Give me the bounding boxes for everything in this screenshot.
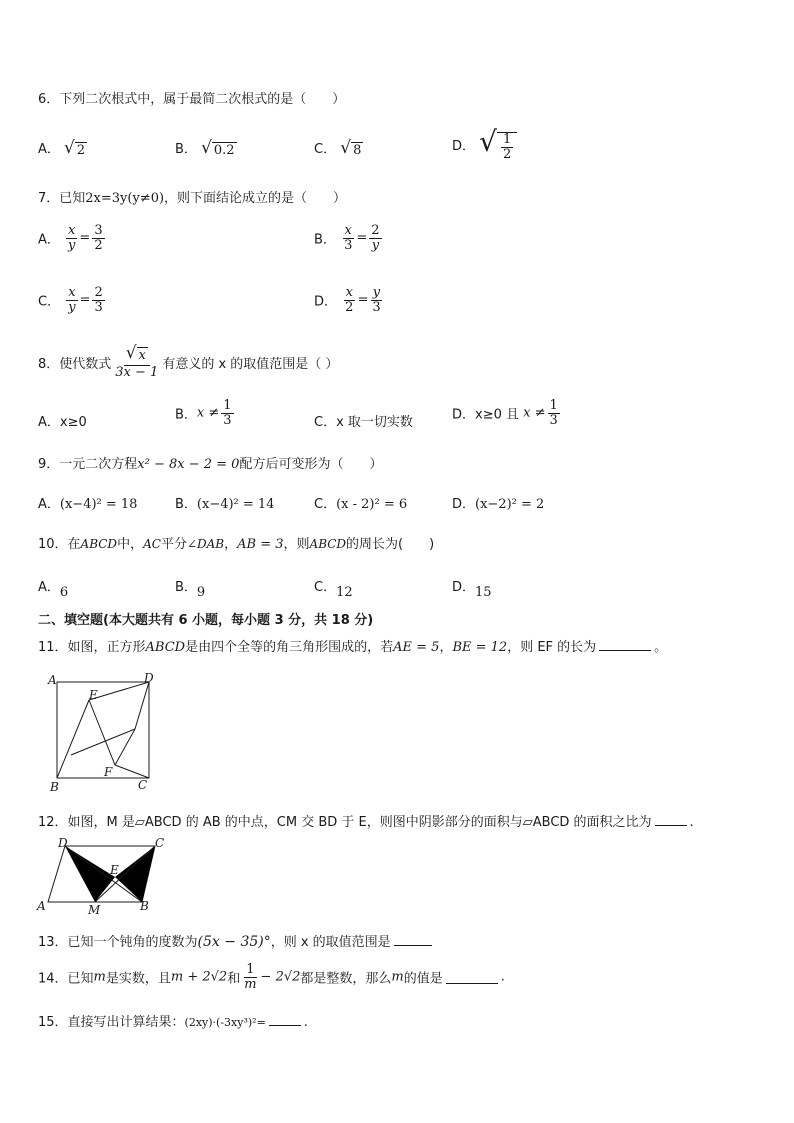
q14-fraction-den: m xyxy=(244,976,257,992)
q9-option-d xyxy=(452,493,544,512)
q9-option-c-text: (x - 2)² = 6 xyxy=(336,497,408,512)
q10-p1: 10．在 xyxy=(38,537,81,552)
q9-option-c-label: C． xyxy=(314,497,337,512)
q8-option-d xyxy=(452,399,562,427)
label-d: D xyxy=(144,672,154,685)
label-f: F xyxy=(104,765,113,779)
q7-option-d-left-num: x xyxy=(345,285,353,300)
shaded-triangle-left xyxy=(65,846,115,902)
q7-option-b-left-den: 3 xyxy=(344,237,353,253)
square-outline xyxy=(57,682,149,778)
q7-option-d-right-den: 3 xyxy=(372,299,381,315)
q7-option-c-right-den: 3 xyxy=(94,299,103,315)
q10-option-b-value: 9 xyxy=(196,585,206,600)
triangle-edge xyxy=(71,729,135,755)
q8-option-d-text2: x ≠ xyxy=(523,405,546,421)
q7-condition: 2x=3y(y≠0) xyxy=(85,191,165,206)
q14-p3: 和 xyxy=(227,971,241,987)
q6-option-d xyxy=(452,125,517,162)
q15-answer-blank xyxy=(269,1012,301,1026)
q11-p2: 是由四个全等的角三角形围成的，若 xyxy=(185,640,394,655)
q12-answer-blank xyxy=(655,812,687,826)
q10-option-b-label: B． xyxy=(175,580,197,595)
q10-option-a xyxy=(38,576,69,600)
q10-p2: 中， xyxy=(117,537,144,552)
q10-shape1: ABCD xyxy=(80,537,118,551)
label-b: B xyxy=(140,899,149,913)
q11-be: BE = 12 xyxy=(452,640,508,655)
label-d: D xyxy=(58,836,68,850)
q7-option-c-left-den: y xyxy=(68,299,76,315)
q10-ab: AB = 3 xyxy=(237,537,284,552)
q7-option-b-right-num: 2 xyxy=(371,223,380,238)
q6-option-c-label: C． xyxy=(314,142,337,157)
q6-option-b-radicand: 0.2 xyxy=(213,142,235,158)
q13-answer-blank xyxy=(394,932,432,946)
label-m: M xyxy=(88,903,101,916)
q6-option-d-label: D． xyxy=(452,139,476,155)
q7-option-d: D． $\frac{x}{2}$ = $\frac{y}{3}$ xyxy=(314,285,381,315)
q6-option-a-label: A． xyxy=(38,142,60,157)
q9-equation: x² − 8x − 2 = 0 xyxy=(137,457,240,472)
label-c: C xyxy=(155,836,165,850)
triangle-edge xyxy=(57,700,89,778)
q9-option-d-label: D． xyxy=(452,497,476,512)
q9-option-a-label: A． xyxy=(38,497,60,512)
q14-p5: 的值是 xyxy=(403,971,443,987)
q7-option-a-label: A． xyxy=(38,232,60,248)
q8-option-c xyxy=(314,411,413,430)
q9-option-b xyxy=(175,493,274,512)
q7-option-d-left-den: 2 xyxy=(345,299,354,315)
q7-option-b-label: B． xyxy=(314,232,336,248)
q11-figure-square xyxy=(46,672,162,794)
q7-option-a-left-num: x xyxy=(68,223,76,238)
q6-option-d-numerator: 1 xyxy=(503,132,512,147)
q8-option-d-text: x≥0 且 xyxy=(475,407,520,423)
sqrt-symbol: √ $\frac{1}{2}$ xyxy=(479,128,517,161)
q7-option-c-label: C． xyxy=(38,294,61,310)
q10-p6: 的周长为( ) xyxy=(346,537,435,552)
q12-figure-parallelogram xyxy=(34,836,170,916)
q14-m1: m xyxy=(93,969,106,985)
q14-end: . xyxy=(500,969,505,985)
q6-option-c-radicand: 8 xyxy=(353,142,362,158)
triangle-edge xyxy=(89,682,149,700)
q7-option-a: A． $\frac{x}{y}$ = $\frac{3}{2}$ xyxy=(38,223,103,253)
q8-denominator: 3x − 1 xyxy=(115,364,159,380)
sqrt-symbol: √ 8 xyxy=(340,137,362,158)
q8-option-b-num: 1 xyxy=(223,398,232,413)
q9-prefix: 9．一元二次方程 xyxy=(38,457,138,472)
q7-stem xyxy=(38,187,346,206)
q13-stem xyxy=(38,931,435,950)
q6-option-b xyxy=(175,138,237,159)
q8-option-d-den: 3 xyxy=(549,412,558,428)
q13-p1: 13．已知一个钝角的度数为 xyxy=(38,935,198,950)
q10-option-c-value: 12 xyxy=(336,585,353,600)
q7-option-a-right-den: 2 xyxy=(94,237,103,253)
q14-expr2: − 2√2 xyxy=(260,969,301,985)
q6-option-b-label: B． xyxy=(175,142,197,157)
section-title: 二、填空题(本大题共有 6 小题，每小题 3 分，共 18 分) xyxy=(38,613,374,628)
q7-prefix: 7．已知 xyxy=(38,191,86,206)
q6-stem: 6．下列二次根式中，属于最简二次根式的是（ ） xyxy=(38,92,346,107)
q8-option-b xyxy=(175,399,236,427)
q7-option-c: C． $\frac{x}{y}$ = $\frac{2}{3}$ xyxy=(38,285,103,315)
q8-option-a xyxy=(38,411,87,430)
q11-stem xyxy=(38,636,667,655)
q7-option-b-right-den: y xyxy=(371,237,380,253)
q8-option-d-num: 1 xyxy=(549,398,558,413)
label-a: A xyxy=(37,899,46,913)
triangle-edge xyxy=(115,765,149,778)
q7-option-c-right-num: 2 xyxy=(94,285,103,300)
triangle-edge xyxy=(135,682,149,729)
triangle-edge xyxy=(89,700,115,765)
label-e: E xyxy=(110,863,119,877)
q10-option-b xyxy=(175,576,206,600)
q8-option-c-text: x 取一切实数 xyxy=(336,415,413,430)
q9-option-b-label: B． xyxy=(175,497,197,512)
q10-angle: ∠DAB xyxy=(186,537,225,551)
q7-option-d-right-num: y xyxy=(372,285,381,300)
q10-option-c-label: C． xyxy=(314,580,337,595)
q7-option-a-left-den: y xyxy=(68,237,76,253)
q14-fraction-num: 1 xyxy=(246,962,255,977)
q14-expr1: m + 2√2 xyxy=(170,969,228,985)
q14-stem xyxy=(38,963,505,991)
q8-option-a-label: A． xyxy=(38,415,60,430)
q10-option-d-value: 15 xyxy=(475,585,492,600)
q8-option-c-label: C． xyxy=(314,415,337,430)
q10-stem xyxy=(38,533,434,552)
q15-p1: 15．直接写出计算结果： xyxy=(38,1015,185,1030)
q12-stem xyxy=(38,811,694,830)
q14-answer-blank xyxy=(446,970,498,984)
q9-stem xyxy=(38,453,382,472)
q11-p5: 。 xyxy=(654,640,668,655)
q8-stem: 8．使代数式 √ x 3x − 1 有意义的 x 的取值范围是（ ） xyxy=(38,343,339,380)
q15-stem xyxy=(38,1011,308,1030)
q7-suffix: ，则下面结论成立的是（ ） xyxy=(164,191,347,206)
q8-option-b-den: 3 xyxy=(223,412,232,428)
q11-shape: ABCD xyxy=(145,640,186,655)
q11-p4: ，则 EF 的长为 xyxy=(507,640,597,655)
q6-option-a-radicand: 2 xyxy=(76,142,86,158)
q15-end: . xyxy=(303,1015,308,1030)
q11-p1: 11．如图，正方形 xyxy=(38,640,146,655)
q7-option-c-left-num: x xyxy=(68,285,76,300)
q6-option-c xyxy=(314,138,363,159)
q8-prefix: 8．使代数式 xyxy=(38,356,112,372)
q9-option-a xyxy=(38,493,137,512)
q8-option-b-text: x ≠ xyxy=(196,405,220,421)
q8-option-b-label: B． xyxy=(175,407,197,423)
q6-option-d-denominator: 2 xyxy=(503,146,512,162)
q11-answer-blank xyxy=(599,637,651,651)
q10-shape2: ABCD xyxy=(309,537,347,551)
q8-numerator-radicand: x xyxy=(138,348,146,363)
q10-option-c xyxy=(314,576,353,600)
q15-expr: (2xy)·(-3xy³)²= xyxy=(184,1016,266,1029)
q10-p3: 平分 xyxy=(160,537,187,552)
q9-option-d-text: (x−2)² = 2 xyxy=(475,497,545,512)
q14-p4: 都是整数，那么 xyxy=(300,971,392,987)
q10-option-d-label: D． xyxy=(452,580,476,595)
q14-p2: 是实数，且 xyxy=(105,971,171,987)
label-b: B xyxy=(50,780,59,794)
sqrt-symbol: √ 0.2 xyxy=(201,137,235,158)
q10-p4: ， xyxy=(224,537,238,552)
q7-option-d-label: D． xyxy=(314,294,338,310)
q10-p5: ，则 xyxy=(283,537,310,552)
q10-ac: AC xyxy=(143,537,161,551)
triangle-edge xyxy=(115,729,135,765)
q14-p1: 14．已知 xyxy=(38,971,94,987)
label-a: A xyxy=(48,673,57,687)
q10-option-d xyxy=(452,576,492,600)
q10-option-a-label: A． xyxy=(38,580,60,595)
q9-option-b-text: (x−4)² = 14 xyxy=(196,497,275,512)
q7-option-b-left-num: x xyxy=(344,223,352,238)
q7-option-a-right-num: 3 xyxy=(94,223,103,238)
q8-option-d-label: D． xyxy=(452,407,476,423)
q7-option-b: B． $\frac{x}{3}$ = $\frac{2}{y}$ xyxy=(314,223,380,253)
sqrt-symbol: √ 2 xyxy=(64,137,86,158)
q6-option-a xyxy=(38,138,87,159)
q11-p3: ， xyxy=(439,640,453,655)
label-c: C xyxy=(138,778,148,792)
q10-option-a-value: 6 xyxy=(59,585,69,600)
q13-p2: ，则 x 的取值范围是 xyxy=(270,935,391,950)
q12-text: 12．如图，M 是▱ABCD 的 AB 的中点，CM 交 BD 于 E，则图中阴影部分的面积与▱ABCD 的面积之比为 xyxy=(38,815,652,830)
q12-end: . xyxy=(689,815,694,830)
q9-option-c xyxy=(314,493,407,512)
q14-m2: m xyxy=(391,969,404,985)
q9-suffix: 配方后可变形为（ ） xyxy=(239,457,383,472)
q8-suffix: 有意义的 x 的取值范围是（ ） xyxy=(162,356,339,372)
q11-ae: AE = 5 xyxy=(393,640,440,655)
q13-expr: (5x − 35)° xyxy=(197,934,271,950)
q8-option-a-text: x≥0 xyxy=(59,415,87,430)
q9-option-a-text: (x−4)² = 18 xyxy=(59,497,138,512)
label-e: E xyxy=(89,688,98,702)
